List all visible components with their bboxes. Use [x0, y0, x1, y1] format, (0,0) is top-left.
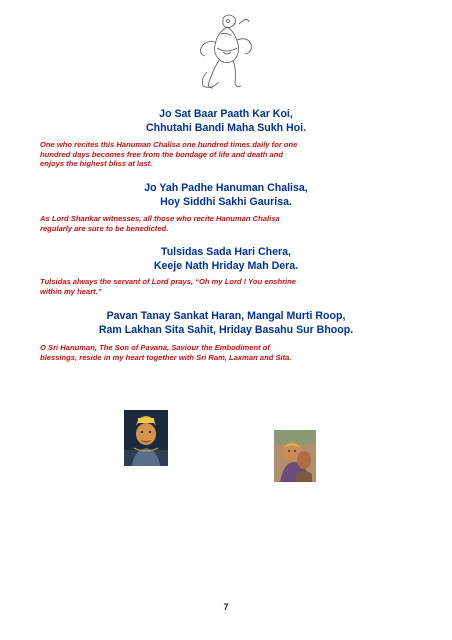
verse-line: Ram Lakhan Sita Sahit, Hriday Basahu Sur Bhoop. — [98, 323, 354, 336]
verse-1-meaning — [40, 140, 420, 169]
meaning-line: One who recites this Hanuman Chalisa one hundred times daily for one — [40, 140, 298, 149]
meaning-line: hundred days becomes free from the bondage of life and death and — [40, 149, 284, 159]
verse-3-meaning — [40, 277, 420, 296]
verse-4-meaning — [40, 343, 420, 362]
verse-4 — [40, 310, 412, 337]
verse-line: Keeje Nath Hriday Mah Dera. — [153, 259, 299, 272]
ram-hanuman-painting-image — [274, 430, 316, 482]
hanuman-portrait-image — [124, 410, 168, 466]
verse-line: Hoy Siddhi Sakhi Gaurisa. — [160, 195, 292, 208]
meaning-line: regularly are sure to be benedicted. — [40, 223, 169, 233]
verse-3 — [40, 246, 412, 273]
page-number: 7 — [223, 602, 229, 612]
verse-line: Tulsidas Sada Hari Chera, — [161, 246, 291, 258]
meaning-line: enjoys the highest bliss at last. — [40, 159, 153, 169]
verse-line: Pavan Tanay Sankat Haran, Mangal Murti Roop, — [106, 310, 346, 322]
verse-line: Jo Yah Padhe Hanuman Chalisa, — [144, 182, 308, 194]
meaning-line: within my heart.” — [40, 286, 102, 296]
verse-line: Chhutahi Bandi Maha Sukh Hoi. — [145, 121, 307, 134]
meaning-line: O Sri Hanuman, The Son of Pavana, Saviour the Embodiment of — [40, 343, 270, 352]
verse-2 — [40, 182, 412, 209]
meaning-line: Tulsidas always the servant of Lord prays, “Oh my Lord ! You enshrine — [40, 277, 297, 286]
verse-line: Jo Sat Baar Paath Kar Koi, — [159, 108, 293, 120]
hanuman-line-art-icon — [193, 12, 257, 94]
verse-2-meaning — [40, 214, 420, 233]
meaning-line: As Lord Shankar witnesses, all those who recite Hanuman Chalisa — [40, 214, 280, 223]
meaning-line: blessings, reside in my heart together with Sri Ram, Laxman and Sita. — [40, 352, 292, 362]
verse-1 — [40, 108, 412, 135]
